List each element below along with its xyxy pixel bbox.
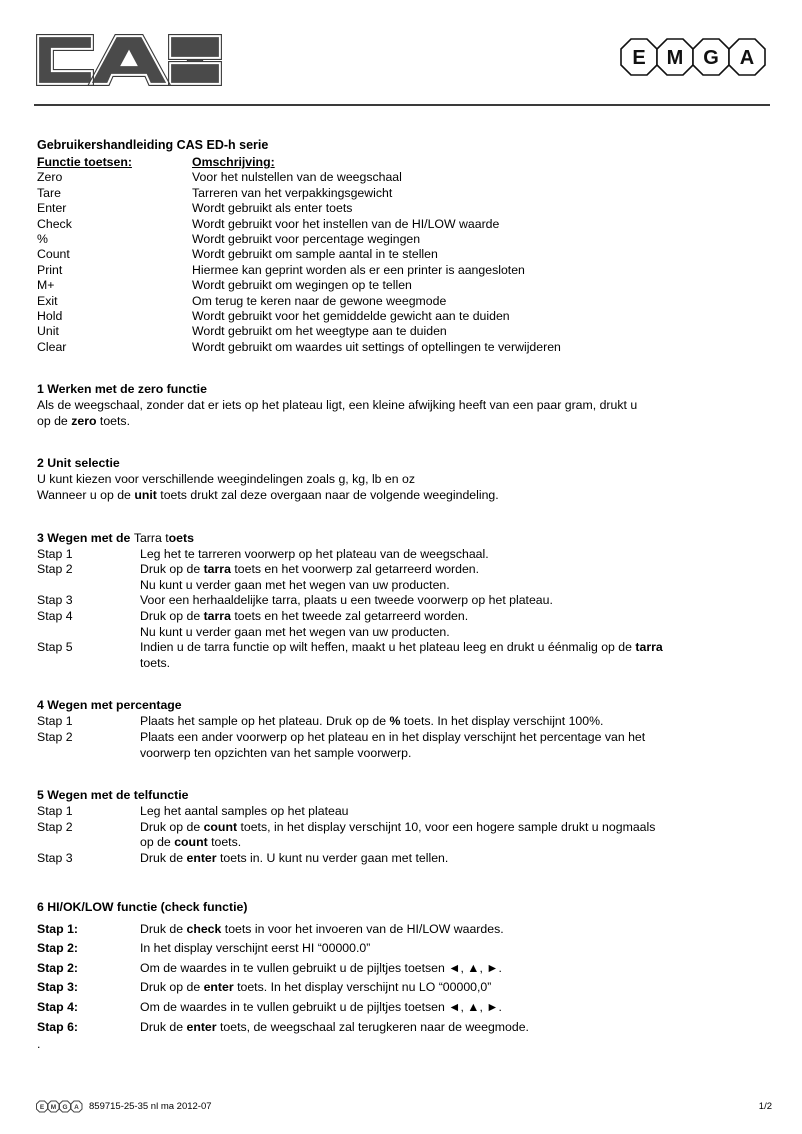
step-label: Stap 4: <box>37 999 78 1014</box>
step-keyword: enter <box>203 980 234 995</box>
step-text: Druk de <box>140 921 187 936</box>
step-description <box>140 804 775 820</box>
step-text: Voor een herhaaldelijke tarra, plaats u een tweede voorwerp op het plateau. <box>140 593 553 608</box>
step-text: Om de waardes in te vullen gebruikt u de pijltjes toetsen ◄, ▲, ►. <box>140 960 502 975</box>
step-label: Stap 3 <box>37 850 73 865</box>
step-row <box>37 1018 775 1038</box>
table-row <box>37 263 775 278</box>
step-continuation-text: voorwerp ten opzichten van het sample voorwerp. <box>140 745 412 760</box>
function-key-name: Check <box>37 216 72 231</box>
step-continuation-row <box>37 578 775 594</box>
step-continuation-row <box>37 746 775 762</box>
function-key-name: M+ <box>37 278 55 293</box>
step-keyword: enter <box>186 1019 217 1034</box>
step-text: Druk de <box>140 1019 187 1034</box>
step-label: Stap 3: <box>37 980 78 995</box>
section4-heading: 4 Wegen met percentage <box>37 698 182 713</box>
footer-page-number: 1/2 <box>758 1101 772 1112</box>
step-row <box>37 547 775 563</box>
step-label-spacer <box>37 835 140 851</box>
step-keyword: tarra <box>203 562 231 577</box>
page-title: Gebruikershandleiding CAS ED-h serie <box>37 138 269 152</box>
step-keyword: count <box>203 819 238 834</box>
step-label-spacer <box>37 578 140 594</box>
section-hi-ok-low <box>37 899 775 1053</box>
step-text: Om de waardes in te vullen gebruikt u de pijltjes toetsen ◄, ▲, ►. <box>140 999 502 1014</box>
step-label-spacer <box>37 625 140 641</box>
function-key-name: Hold <box>37 309 63 324</box>
step-text: toets en het tweede zal getarreerd worden. <box>230 609 469 624</box>
step-label: Stap 2 <box>37 730 73 744</box>
step-continuation-text: toets. <box>140 655 171 670</box>
step-keyword: % <box>389 714 401 729</box>
page-header <box>34 26 770 98</box>
section2-keyword: unit <box>134 488 157 503</box>
section3-heading-part1: 3 Wegen met de <box>37 530 134 545</box>
step-row <box>37 593 775 609</box>
section-zero-functie <box>37 381 775 429</box>
step-description <box>140 730 775 746</box>
table-row <box>37 309 775 324</box>
svg-text:A: A <box>739 47 755 69</box>
step-text: Leg het te tarreren voorwerp op het plateau van de weegschaal. <box>140 546 489 561</box>
function-key-name: % <box>37 232 48 247</box>
step-label: Stap 2 <box>37 819 73 834</box>
step-text: toets in voor het invoeren van de HI/LOW waardes. <box>221 921 504 936</box>
step-text: Plaats het sample op het plateau. Druk op de <box>140 714 390 729</box>
function-key-name: Count <box>37 247 70 262</box>
function-key-description: Wordt gebruikt om het weegtype aan te duiden <box>192 324 447 339</box>
step-text: toets. In het display verschijnt nu LO “00000,0” <box>233 980 492 995</box>
step-continuation-text: Nu kunt u verder gaan met het wegen van uw producten. <box>140 624 450 639</box>
section1-line1: Als de weegschaal, zonder dat er iets op het plateau ligt, een kleine afwijking heeft van een paar gram, drukt u <box>37 398 638 413</box>
step-description <box>140 562 775 578</box>
section4-steps <box>37 714 775 761</box>
function-key-description: Wordt gebruikt voor het gemiddelde gewicht aan te duiden <box>192 309 510 324</box>
step-row <box>37 562 775 578</box>
step-description <box>140 714 775 730</box>
step-description <box>140 939 775 959</box>
table-row <box>37 217 775 232</box>
step-description <box>140 609 775 625</box>
step-row <box>37 851 775 867</box>
section-tarra <box>37 530 775 672</box>
step-text: Indien u de tarra functie op wilt heffen, maakt u het plateau leeg en drukt u éénmalig op de <box>140 640 636 655</box>
step-description <box>140 593 775 609</box>
step-text: toets, in het display verschijnt 10, voor een hogere sample drukt u nogmaals <box>237 819 656 834</box>
step-label: Stap 6: <box>37 1019 78 1034</box>
function-key-description: Wordt gebruikt om waardes uit settings of optellingen te verwijderen <box>192 339 561 354</box>
step-label-spacer <box>37 656 140 672</box>
table-row <box>37 201 775 216</box>
function-key-description: Wordt gebruikt om wegingen op te tellen <box>192 278 412 293</box>
footer-left-group <box>36 1100 212 1113</box>
step-text: Plaats een ander voorwerp op het plateau en in het display verschijnt het percentage van het <box>140 730 646 744</box>
step-row <box>37 939 775 959</box>
step-row <box>37 730 775 746</box>
section3-heading <box>37 530 775 546</box>
step-description <box>140 920 775 940</box>
section1-keyword: zero <box>71 413 97 428</box>
section6-trailing-dot: . <box>37 1037 41 1052</box>
step-row <box>37 998 775 1018</box>
function-key-name: Clear <box>37 339 67 354</box>
table-row <box>37 340 775 355</box>
step-description <box>140 978 775 998</box>
svg-text:M: M <box>666 47 684 69</box>
section-telfunctie <box>37 787 775 866</box>
svg-text:M: M <box>50 1104 57 1111</box>
step-text: toets. In het display verschijnt 100%. <box>400 714 604 729</box>
step-text: Druk op de <box>140 609 204 624</box>
section5-steps <box>37 804 775 866</box>
table-row <box>37 294 775 309</box>
function-key-description: Wordt gebruikt voor percentage wegingen <box>192 232 421 247</box>
cas-logo <box>34 30 224 90</box>
step-text: Druk op de <box>140 980 204 995</box>
step-text: toets in. U kunt nu verder gaan met tellen. <box>216 850 449 865</box>
step-description <box>140 959 775 979</box>
svg-text:G: G <box>703 47 719 69</box>
section3-steps <box>37 547 775 672</box>
section2-line2 <box>37 488 775 504</box>
emga-logo <box>620 36 770 80</box>
emga-footer-logo-icon <box>36 1100 83 1113</box>
step-continuation-text: Nu kunt u verder gaan met het wegen van uw producten. <box>140 577 450 592</box>
section3-heading-part3: oets <box>168 530 194 545</box>
footer-doc-code: 859715-25-35 nl ma 2012-07 <box>89 1100 212 1112</box>
section6-steps <box>37 920 775 1038</box>
table-row <box>37 324 775 339</box>
svg-text:G: G <box>62 1104 68 1111</box>
svg-text:E: E <box>632 47 646 69</box>
function-key-description: Hiermee kan geprint worden als er een printer is aangesloten <box>192 262 525 277</box>
function-key-description: Wordt gebruikt voor het instellen van de HI/LOW waarde <box>192 216 500 231</box>
step-keyword: tarra <box>203 609 231 624</box>
function-key-name: Enter <box>37 201 67 216</box>
step-text: Druk op de <box>140 562 204 577</box>
section2-line2-a: Wanneer u op de <box>37 488 135 503</box>
section1-line2-a: op de <box>37 413 72 428</box>
step-keyword: enter <box>186 850 217 865</box>
step-row <box>37 978 775 998</box>
step-label: Stap 1: <box>37 921 78 936</box>
step-description <box>140 851 775 867</box>
step-text: Druk de <box>140 850 187 865</box>
table-header-row <box>37 155 775 170</box>
step-text: toets. <box>207 835 242 850</box>
table-row <box>37 186 775 201</box>
step-description <box>140 820 775 836</box>
step-label: Stap 5 <box>37 640 73 655</box>
function-key-description: Wordt gebruikt als enter toets <box>192 201 353 216</box>
page-footer <box>36 1100 772 1124</box>
function-keys-table <box>37 155 775 355</box>
column-header-description: Omschrijving: <box>192 155 275 169</box>
step-description <box>140 998 775 1018</box>
table-row <box>37 247 775 262</box>
step-label-spacer <box>37 746 140 762</box>
function-key-name: Exit <box>37 293 58 308</box>
section1-line2-b: toets. <box>96 413 130 428</box>
step-row <box>37 804 775 820</box>
section-percentage <box>37 697 775 761</box>
section2-line1: U kunt kiezen voor verschillende weegindelingen zoals g, kg, lb en oz <box>37 472 416 487</box>
step-description <box>140 1018 775 1038</box>
function-key-description: Wordt gebruikt om sample aantal in te stellen <box>192 247 438 262</box>
function-key-name: Zero <box>37 170 63 185</box>
section6-heading: 6 HI/OK/LOW functie (check functie) <box>37 899 248 914</box>
function-key-name: Tare <box>37 185 61 200</box>
step-text: Leg het aantal samples op het plateau <box>140 804 349 819</box>
document-body <box>37 137 775 1052</box>
step-label: Stap 1 <box>37 804 73 819</box>
step-continuation-row <box>37 835 775 851</box>
header-divider <box>34 104 770 106</box>
section3-heading-part2: Tarra t <box>133 530 169 545</box>
step-row <box>37 714 775 730</box>
step-label: Stap 1 <box>37 546 73 561</box>
step-label: Stap 3 <box>37 593 73 608</box>
step-continuation-row <box>37 625 775 641</box>
column-header-key: Functie toetsen: <box>37 155 132 169</box>
step-continuation-row <box>37 656 775 672</box>
step-keyword: tarra <box>635 640 663 655</box>
step-continuation-text <box>140 835 775 851</box>
table-row <box>37 232 775 247</box>
step-label: Stap 4 <box>37 609 73 624</box>
table-row <box>37 170 775 185</box>
section2-line2-b: toets drukt zal deze overgaan naar de volgende weegindeling. <box>156 488 499 503</box>
step-label: Stap 1 <box>37 714 73 729</box>
step-keyword: check <box>186 921 222 936</box>
step-text: toets, de weegschaal zal terugkeren naar de weegmode. <box>216 1019 529 1034</box>
section-unit-selectie <box>37 455 775 503</box>
step-label: Stap 2: <box>37 941 78 956</box>
step-label: Stap 2: <box>37 960 78 975</box>
step-keyword: count <box>174 835 208 850</box>
function-key-description: Om terug te keren naar de gewone weegmode <box>192 293 447 308</box>
step-text: op de <box>140 835 175 850</box>
function-key-description: Voor het nulstellen van de weegschaal <box>192 170 402 185</box>
step-row <box>37 640 775 656</box>
step-row <box>37 820 775 836</box>
step-text: toets en het voorwerp zal getarreerd worden. <box>230 562 480 577</box>
step-text: In het display verschijnt eerst HI “00000.0” <box>140 941 371 956</box>
step-description <box>140 547 775 563</box>
step-text: Druk op de <box>140 819 204 834</box>
step-row <box>37 920 775 940</box>
section5-heading: 5 Wegen met de telfunctie <box>37 788 189 803</box>
step-label: Stap 2 <box>37 562 73 577</box>
section1-line2 <box>37 414 775 430</box>
table-row <box>37 278 775 293</box>
function-key-name: Unit <box>37 324 59 339</box>
step-row <box>37 609 775 625</box>
function-key-description: Tarreren van het verpakkingsgewicht <box>192 185 393 200</box>
function-key-name: Print <box>37 262 63 277</box>
svg-text:A: A <box>74 1104 79 1111</box>
section1-heading: 1 Werken met de zero functie <box>37 382 207 397</box>
step-row <box>37 959 775 979</box>
step-description <box>140 640 775 656</box>
svg-text:E: E <box>39 1104 45 1111</box>
section2-heading: 2 Unit selectie <box>37 456 120 471</box>
